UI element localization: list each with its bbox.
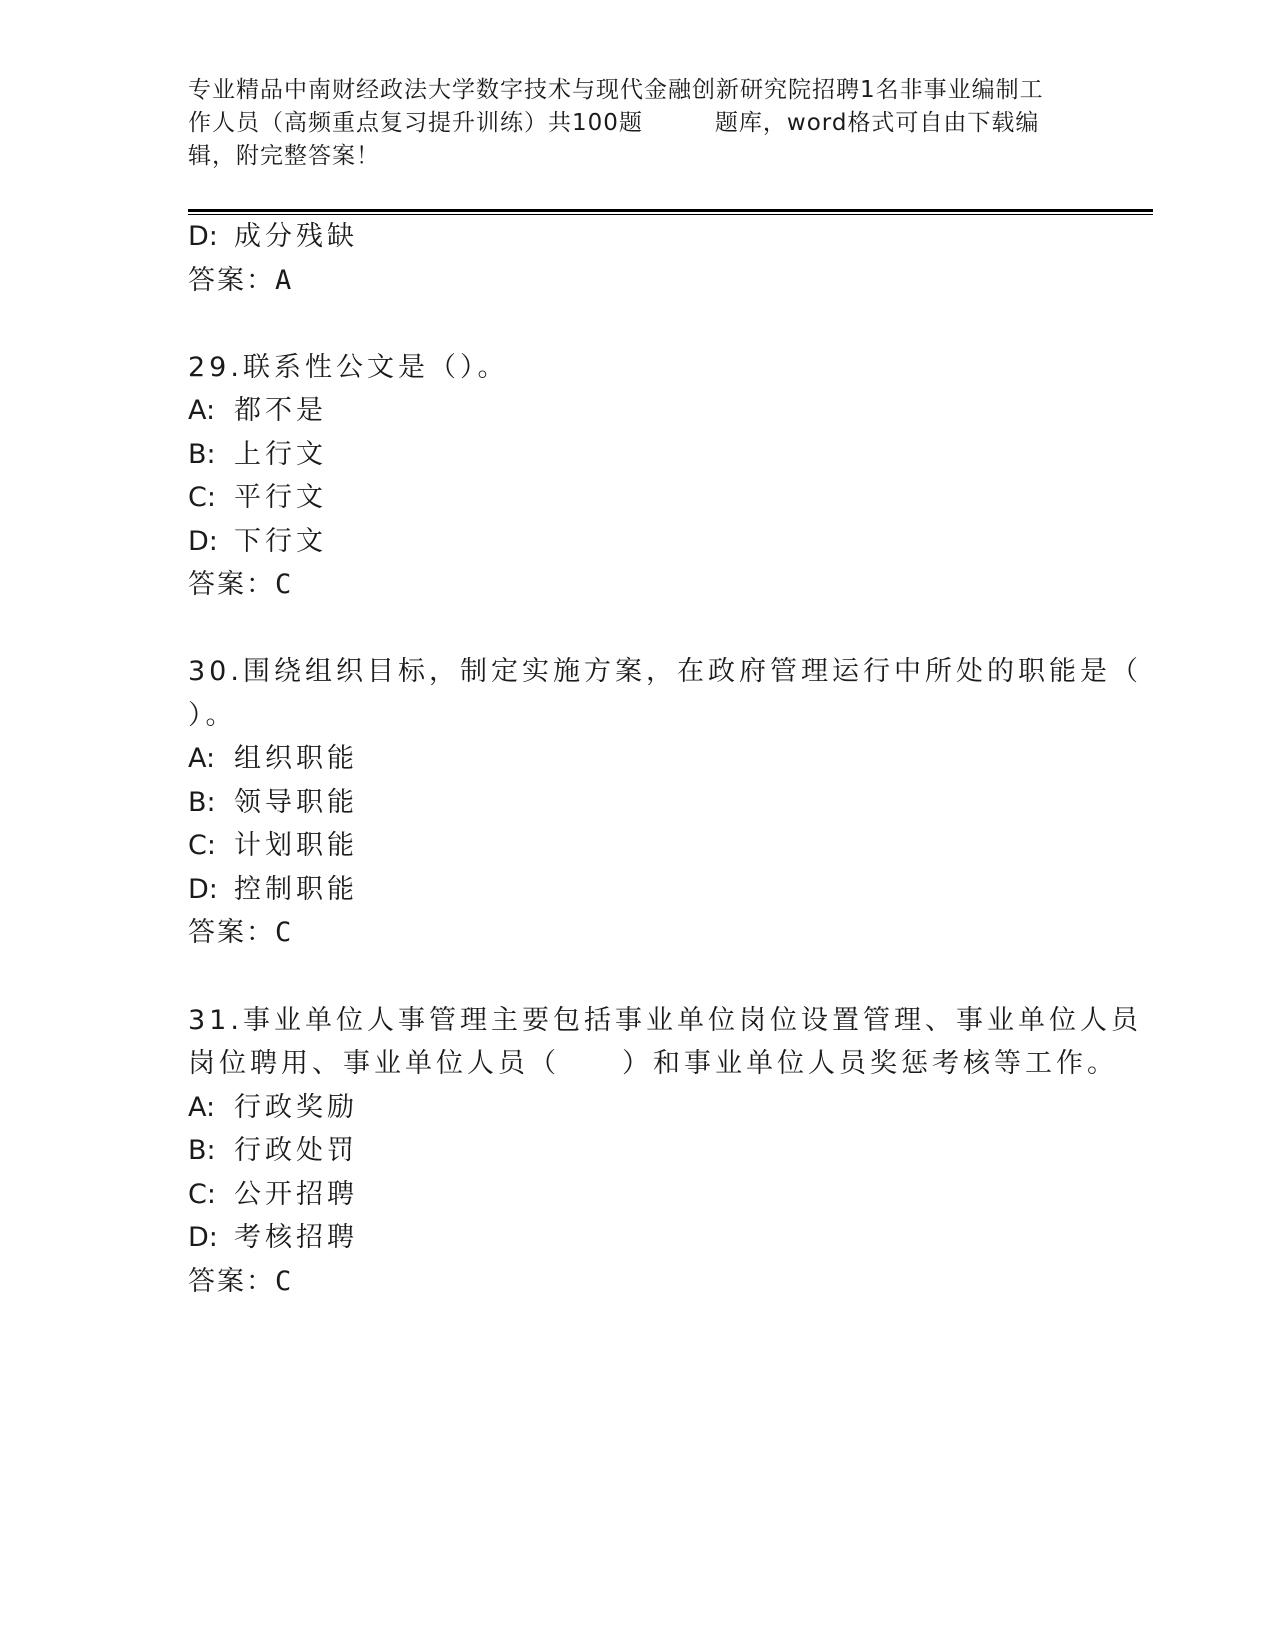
option-text: 上行文 xyxy=(234,439,327,470)
option-key: A: xyxy=(188,743,216,774)
answer-line xyxy=(188,567,291,603)
option-c xyxy=(188,480,327,516)
header-divider-thick xyxy=(188,209,1153,212)
answer-label: 答案： xyxy=(188,265,275,296)
option-d xyxy=(188,1220,358,1256)
option-text: 行政奖励 xyxy=(234,1092,358,1123)
answer-label: 答案： xyxy=(188,569,275,600)
option-b xyxy=(188,1133,358,1169)
option-d xyxy=(188,219,358,255)
option-d xyxy=(188,524,327,560)
option-key: A: xyxy=(188,395,216,426)
answer-value: C xyxy=(275,1266,292,1297)
option-key: D: xyxy=(188,874,218,905)
option-text: 行政处罚 xyxy=(234,1135,358,1166)
header-line-1: 专业精品中南财经政法大学数字技术与现代金融创新研究院招聘1名非事业编制工 xyxy=(188,77,1044,103)
option-text: 组织职能 xyxy=(234,743,358,774)
option-text: 下行文 xyxy=(234,526,327,557)
option-a xyxy=(188,393,327,429)
question-stem-30-cont: ）。 xyxy=(188,700,237,731)
option-key: A: xyxy=(188,1092,216,1123)
option-key: C: xyxy=(188,482,216,513)
answer-value: A xyxy=(275,265,292,296)
option-text: 都不是 xyxy=(234,395,327,426)
option-key: B: xyxy=(188,1135,216,1166)
question-stem-29: 29.联系性公文是（）。 xyxy=(188,352,509,383)
option-key: D: xyxy=(188,1222,218,1253)
option-text: 计划职能 xyxy=(234,830,358,861)
option-d xyxy=(188,872,358,908)
option-c xyxy=(188,1177,358,1213)
option-text: 考核招聘 xyxy=(234,1222,358,1253)
question-stem-31-cont: 岗位聘用、事业单位人员（ ）和事业单位人员奖惩考核等工作。 xyxy=(188,1048,1118,1079)
answer-value: C xyxy=(275,569,292,600)
answer-line xyxy=(188,263,291,299)
option-text: 领导职能 xyxy=(234,787,358,818)
document-header xyxy=(188,74,1088,173)
answer-label: 答案： xyxy=(188,1266,275,1297)
question-stem-31: 31.事业单位人事管理主要包括事业单位岗位设置管理、事业单位人员 xyxy=(188,1005,1142,1036)
option-c xyxy=(188,828,358,864)
header-line-3: 辑，附完整答案！ xyxy=(188,143,380,169)
option-key: B: xyxy=(188,787,216,818)
option-b xyxy=(188,437,327,473)
option-key: D: xyxy=(188,526,218,557)
option-key: C: xyxy=(188,830,216,861)
header-line-2: 作人员（高频重点复习提升训练）共100题 题库，word格式可自由下载编 xyxy=(188,110,1040,136)
option-text: 平行文 xyxy=(234,482,327,513)
answer-value: C xyxy=(275,917,292,948)
option-a xyxy=(188,741,358,777)
option-key: D: xyxy=(188,221,218,252)
option-text: 控制职能 xyxy=(234,874,358,905)
answer-line xyxy=(188,1264,291,1300)
option-text: 成分残缺 xyxy=(234,221,358,252)
option-a xyxy=(188,1090,358,1126)
option-key: B: xyxy=(188,439,216,470)
header-divider-thin xyxy=(188,214,1153,215)
option-key: C: xyxy=(188,1179,216,1210)
question-stem-30: 30.围绕组织目标，制定实施方案，在政府管理运行中所处的职能是（ xyxy=(188,656,1142,687)
answer-label: 答案： xyxy=(188,917,275,948)
option-b xyxy=(188,785,358,821)
option-text: 公开招聘 xyxy=(234,1179,358,1210)
answer-line xyxy=(188,915,291,951)
